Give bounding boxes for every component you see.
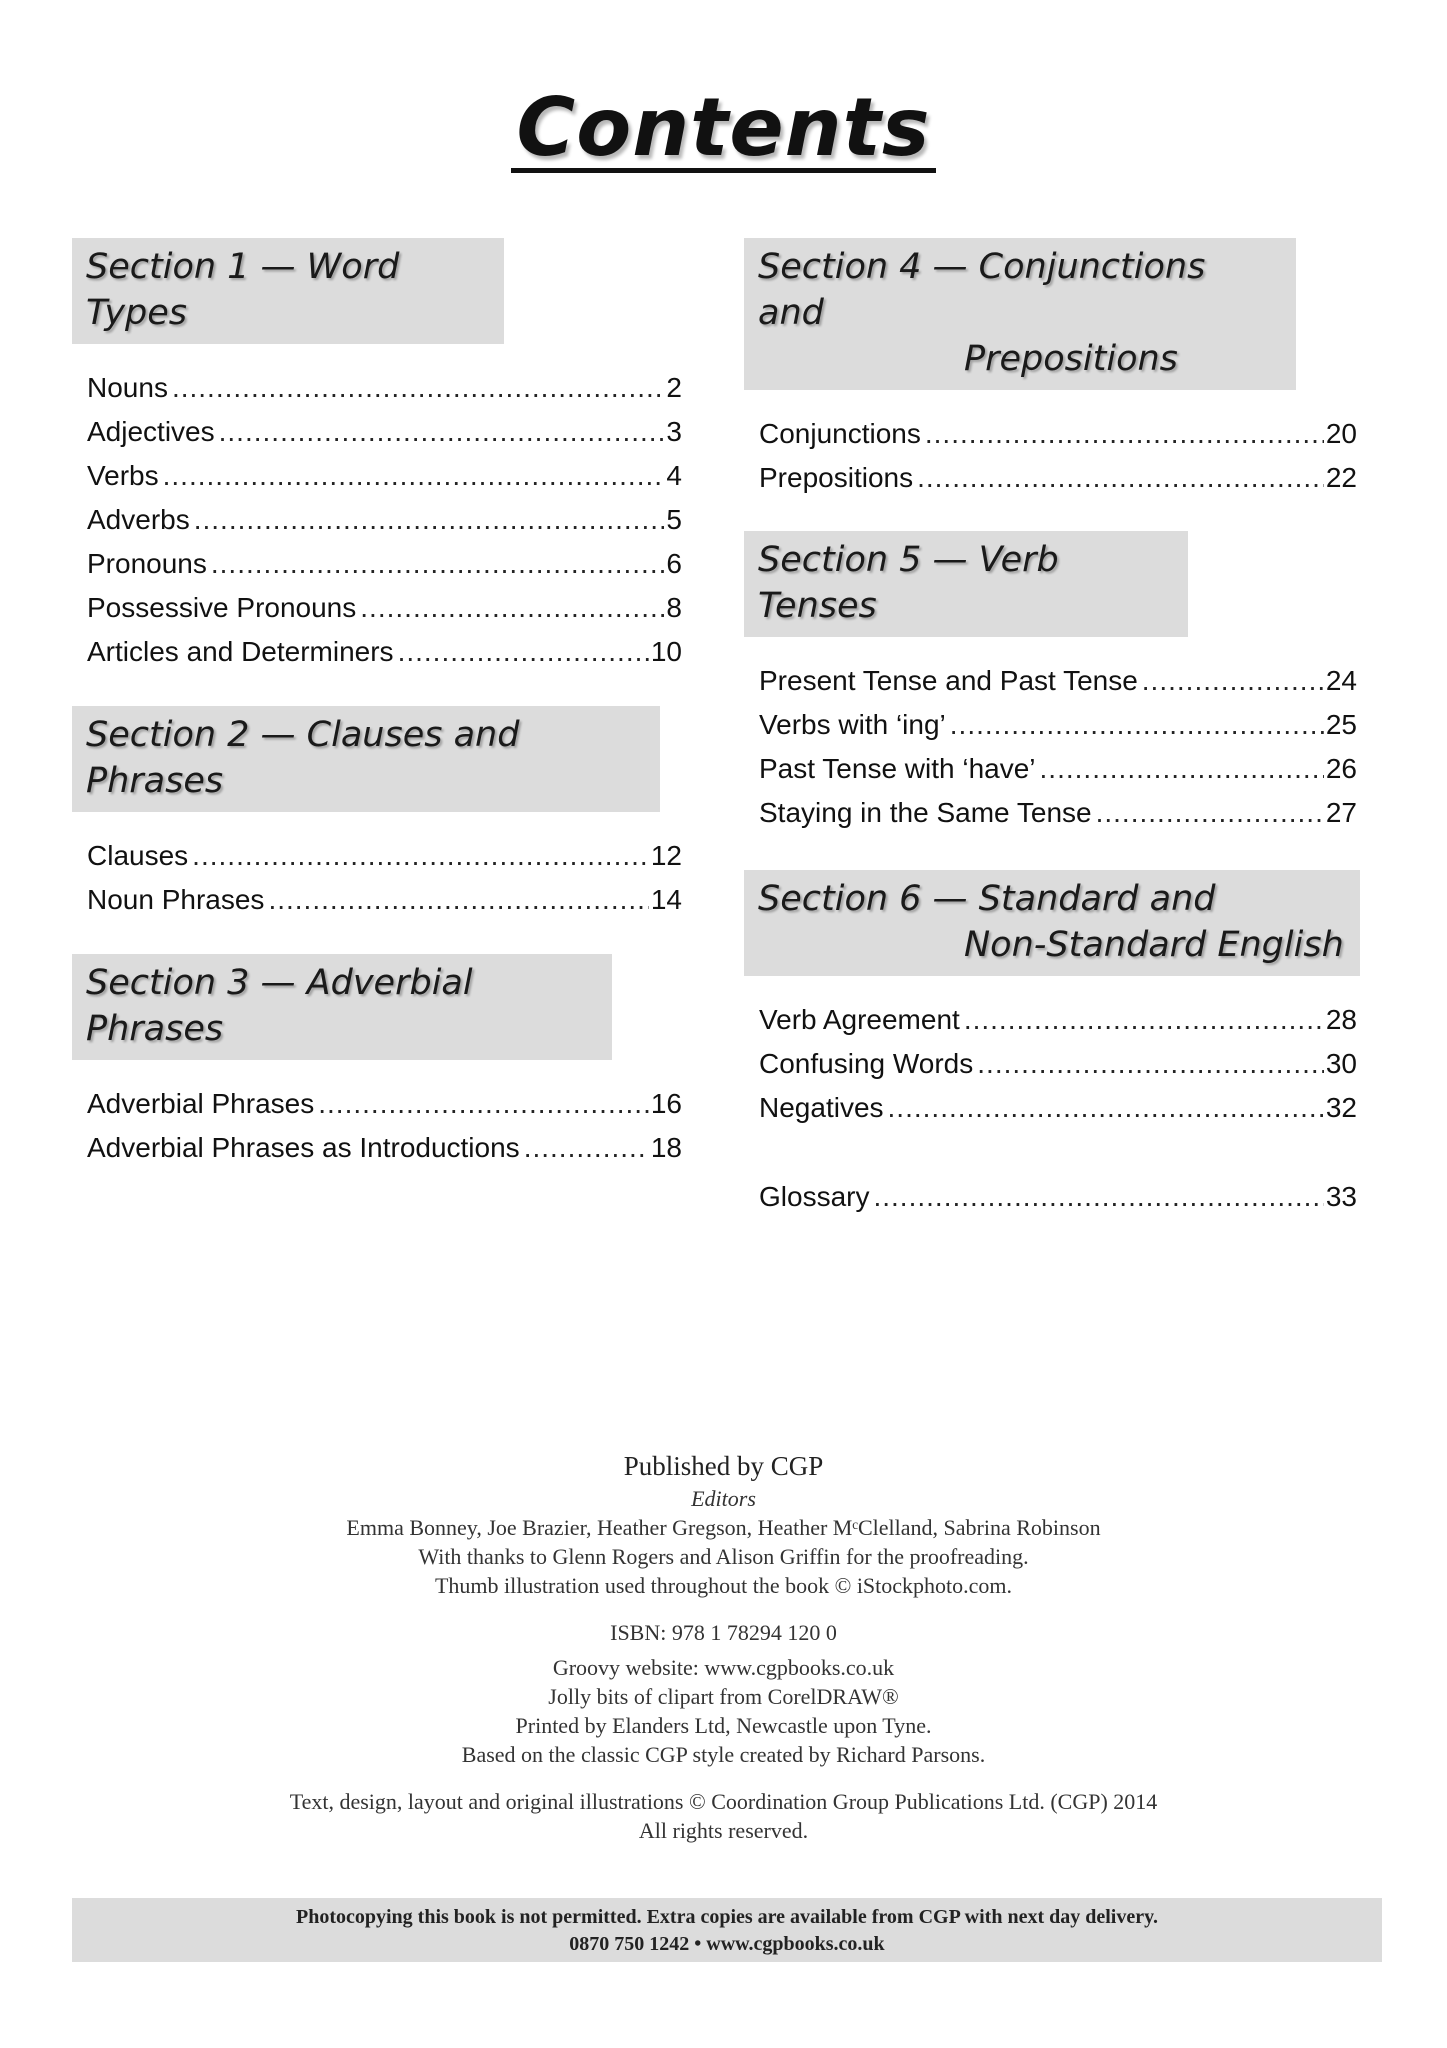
entry-title: Nouns (87, 372, 168, 403)
section-5-heading-text: Section 5 — Verb Tenses (758, 540, 1059, 626)
toc-entry-possessive-pronouns[interactable] (87, 586, 682, 630)
entry-title: Glossary (759, 1181, 870, 1212)
toc-entry-verbs[interactable] (87, 454, 682, 498)
section-4-heading-line1: Section 4 — Conjunctions and (758, 247, 1206, 333)
toc-entry-adverbial-introductions[interactable] (87, 1126, 682, 1170)
dot-leader (268, 878, 648, 922)
clipart-credit: Jolly bits of clipart from CorelDRAW® (548, 1684, 899, 1709)
section-1 (72, 238, 682, 674)
photocopy-notice-bar (72, 1898, 1382, 1962)
section-4-heading-line2: Prepositions (964, 339, 1178, 379)
entry-title: Negatives (759, 1092, 884, 1123)
entry-page: 16 (650, 1088, 682, 1119)
entry-title: Verb Agreement (759, 1004, 960, 1035)
entry-title: Adverbial Phrases as Introductions (87, 1132, 520, 1163)
entry-page: 3 (666, 416, 682, 447)
toc-entry-confusing-words[interactable] (759, 1042, 1357, 1086)
section-3-entries (72, 1082, 682, 1170)
entry-page: 33 (1325, 1181, 1357, 1212)
editors-list: Emma Bonney, Joe Brazier, Heather Gregson, Heather MᶜClelland, Sabrina Robinson (346, 1515, 1101, 1540)
dot-leader (888, 1086, 1324, 1130)
dot-leader (950, 703, 1324, 747)
entry-page: 18 (650, 1132, 682, 1163)
website-line: Groovy website: www.cgpbooks.co.uk (552, 1655, 895, 1680)
dot-leader (1096, 791, 1324, 835)
entry-title: Conjunctions (759, 418, 921, 449)
section-4-entries (744, 412, 1357, 500)
dot-leader (873, 1175, 1323, 1219)
photocopy-notice: Photocopying this book is not permitted. Extra copies are available from CGP with next day delivery. (295, 1906, 1159, 1928)
section-1-heading (72, 238, 504, 344)
section-3-heading (72, 954, 612, 1060)
dot-leader (977, 1042, 1324, 1086)
toc-entry-present-past-tense[interactable] (759, 659, 1357, 703)
section-6-heading-line2: Non-Standard English (964, 925, 1344, 965)
section-6-heading (744, 870, 1360, 976)
section-5 (744, 531, 1357, 835)
toc-entry-noun-phrases[interactable] (87, 878, 682, 922)
toc-entry-prepositions[interactable] (759, 456, 1357, 500)
entry-page: 32 (1325, 1092, 1357, 1123)
entry-page: 30 (1325, 1048, 1357, 1079)
dot-leader (917, 456, 1324, 500)
dot-leader (163, 454, 665, 498)
printer-credit: Printed by Elanders Ltd, Newcastle upon Tyne. (515, 1713, 932, 1738)
entry-title: Possessive Pronouns (87, 592, 357, 623)
dot-leader (925, 412, 1324, 456)
section-4 (744, 238, 1357, 500)
entry-page: 8 (666, 592, 682, 623)
dot-leader (1142, 659, 1324, 703)
toc-entry-pronouns[interactable] (87, 542, 682, 586)
entry-page: 24 (1325, 665, 1357, 696)
published-by: Published by CGP (623, 1451, 824, 1481)
dot-leader (194, 498, 665, 542)
section-2-heading-text: Section 2 — Clauses and Phrases (86, 715, 520, 801)
entry-title: Present Tense and Past Tense (759, 665, 1138, 696)
entry-title: Staying in the Same Tense (759, 797, 1092, 828)
entry-title: Prepositions (759, 462, 914, 493)
dot-leader (192, 834, 649, 878)
toc-entry-adverbial-phrases[interactable] (87, 1082, 682, 1126)
toc-entry-negatives[interactable] (759, 1086, 1357, 1130)
section-1-entries (72, 366, 682, 674)
entry-title: Articles and Determiners (87, 636, 394, 667)
toc-entry-verb-agreement[interactable] (759, 998, 1357, 1042)
contact-line: 0870 750 1242 • www.cgpbooks.co.uk (569, 1933, 885, 1955)
section-2-heading (72, 706, 660, 812)
entry-title: Pronouns (87, 548, 207, 579)
section-6-entries (744, 998, 1357, 1130)
entry-title: Adjectives (87, 416, 215, 447)
dot-leader (172, 366, 664, 410)
toc-entry-adjectives[interactable] (87, 410, 682, 454)
entry-title: Verbs (87, 460, 159, 491)
entry-title: Clauses (87, 840, 189, 871)
toc-entry-conjunctions[interactable] (759, 412, 1357, 456)
section-2-entries (72, 834, 682, 922)
dot-leader (211, 542, 665, 586)
dot-leader (219, 410, 665, 454)
section-4-heading (744, 238, 1296, 390)
publisher-info (0, 1448, 1447, 1845)
section-3-heading-text: Section 3 — Adverbial Phrases (86, 963, 473, 1049)
toc-entry-clauses[interactable] (87, 834, 682, 878)
entry-page: 6 (666, 548, 682, 579)
isbn: ISBN: 978 1 78294 120 0 (610, 1620, 837, 1645)
rights-line: All rights reserved. (638, 1818, 809, 1843)
style-credit: Based on the classic CGP style created by Richard Parsons. (461, 1742, 986, 1767)
section-1-heading-text: Section 1 — Word Types (86, 247, 400, 333)
proofreading-thanks: With thanks to Glenn Rogers and Alison Griffin for the proofreading. (418, 1544, 1029, 1569)
toc-entry-same-tense[interactable] (759, 791, 1357, 835)
entry-title: Confusing Words (759, 1048, 974, 1079)
dot-leader (1040, 747, 1324, 791)
entry-page: 4 (666, 460, 682, 491)
dot-leader (398, 630, 649, 674)
section-5-entries (744, 659, 1357, 835)
entry-page: 22 (1325, 462, 1357, 493)
toc-entry-past-tense-have[interactable] (759, 747, 1357, 791)
toc-entry-adverbs[interactable] (87, 498, 682, 542)
dot-leader (318, 1082, 649, 1126)
glossary (759, 1175, 1357, 1219)
entry-page: 14 (650, 884, 682, 915)
entry-page: 2 (666, 372, 682, 403)
entry-page: 12 (650, 840, 682, 871)
dot-leader (524, 1126, 649, 1170)
toc-entry-verbs-ing[interactable] (759, 703, 1357, 747)
entry-page: 10 (650, 636, 682, 667)
entry-page: 5 (666, 504, 682, 535)
entry-title: Verbs with ‘ing’ (759, 709, 946, 740)
section-6-heading-line1: Section 6 — Standard and (758, 879, 1216, 919)
section-2 (72, 706, 682, 922)
entry-title: Adverbs (87, 504, 190, 535)
contents-title-wrap (0, 81, 1447, 174)
dot-leader (360, 586, 664, 630)
section-6 (744, 870, 1360, 1130)
section-5-heading (744, 531, 1188, 637)
toc-entry-articles-determiners[interactable] (87, 630, 682, 674)
section-3 (72, 954, 682, 1170)
entry-page: 20 (1325, 418, 1357, 449)
copyright-line: Text, design, layout and original illustrations © Coordination Group Publications Ltd. (CGP) 2014 (289, 1789, 1158, 1814)
entry-page: 28 (1325, 1004, 1357, 1035)
entry-title: Adverbial Phrases (87, 1088, 315, 1119)
entry-title: Noun Phrases (87, 884, 265, 915)
entry-page: 26 (1325, 753, 1357, 784)
entry-title: Past Tense with ‘have’ (759, 753, 1036, 784)
toc-entry-glossary[interactable] (759, 1175, 1357, 1219)
thumb-credit: Thumb illustration used throughout the book © iStockphoto.com. (434, 1573, 1013, 1598)
editors-label: Editors (691, 1486, 756, 1511)
page-title: Contents (511, 88, 937, 173)
toc-entry-nouns[interactable] (87, 366, 682, 410)
dot-leader (964, 998, 1324, 1042)
entry-page: 27 (1325, 797, 1357, 828)
entry-page: 25 (1325, 709, 1357, 740)
